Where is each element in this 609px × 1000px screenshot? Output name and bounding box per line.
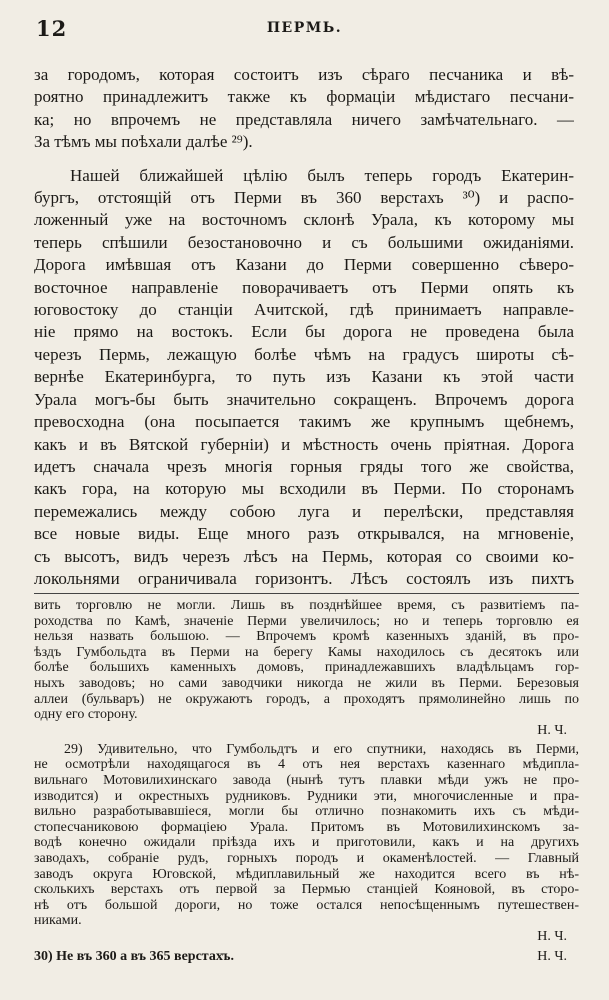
text-line: вернѣе Екатеринбурга, то путь изъ Казани къ этой части: [34, 367, 574, 387]
footnote-line: аллеи (бульваръ) не окружаютъ городъ, а проходятъ прямолинейно лишь по: [34, 691, 579, 707]
footnote-signature: Н. Ч.: [537, 928, 567, 944]
footnote-line: водѣ конечно ожидали пріѣзда ихъ и приготовили, какъ и на другихъ: [34, 835, 579, 851]
text-line: юговостоку до станціи Ачитской, гдѣ принимаетъ направле-: [34, 300, 574, 320]
footnote-line: вить торговлю не могли. Лишь въ позднѣйшее время, съ развитіемъ па-: [34, 598, 579, 613]
text-line: ложенный уже на восточномъ склонѣ Урала, къ которому мы: [34, 210, 574, 230]
footnote-divider: [34, 593, 579, 594]
footnote-continued: [34, 598, 579, 739]
paragraph: [34, 165, 574, 591]
text-line: съ высотъ, видъ черезъ лѣсъ на Пермь, которая со своими ко-: [34, 546, 574, 566]
footnote-line: одну его сторону.: [34, 707, 138, 723]
text-line: ка; но впрочемъ не представляла ничего замѣчательнаго. —: [34, 109, 574, 129]
footnote-line: не осмотрѣли находящагося въ 4 отъ нея верстахъ казеннаго мѣдипла-: [34, 757, 579, 773]
footnote-line: нельзя назвать большою. — Впрочемъ кромѣ казенныхъ зданій, въ про-: [34, 629, 579, 645]
text-line: черезъ Пермь, лежащую болѣе чѣмъ на градусъ широты сѣ-: [34, 344, 574, 364]
running-head: ПЕРМЬ.: [266, 20, 343, 36]
text-line: какъ гора, на которую мы всходили въ Перми. По сторонамъ: [34, 479, 574, 499]
text-line: Урала могъ-бы быть значительно сокращенъ. Впрочемъ дорога: [34, 389, 574, 409]
text-line: все новые виды. Еще много разъ открывался, на мгновеніе,: [34, 524, 574, 544]
text-line: какъ и въ Вятской губерніи) и мѣстность очень пріятная. Дорога: [34, 434, 574, 454]
footnote-line: нѣ отъ большой дороги, но тоже остался непосѣщеннымъ путешествен-: [34, 897, 579, 913]
footnote-signature: Н. Ч.: [537, 722, 567, 738]
footnote-line: заводъ округа Юговской, мѣдиплавильный же находится всего въ нѣ-: [34, 866, 579, 882]
footnote-line: стопесчаниковою формаціею Урала. Притомъ въ Мотовилихинскомъ за-: [34, 819, 579, 835]
text-line: ніе прямо на востокъ. Если бы дорога не проведена была: [34, 322, 574, 342]
footnote-line: ѣздъ Гумбольдта въ Перми на берегу Камы находилось съ десятокъ или: [34, 644, 579, 660]
footnote-29: [34, 742, 579, 945]
text-line: превосходна (она посыпается такимъ же крупнымъ щебнемъ,: [34, 412, 574, 432]
footnote-line: болѣе большихъ каменныхъ домовъ, принадлежавшихъ владѣльцамъ гор-: [34, 660, 579, 676]
footnote-line: 29) Удивительно, что Гумбольдтъ и его спутники, находясь въ Перми,: [64, 741, 579, 757]
footnote-line: заводахъ, собраніе рудъ, горныхъ породъ и окаменѣлостей. — Главный: [34, 850, 579, 866]
main-text: [34, 64, 574, 590]
footnote-line: никами.: [34, 913, 82, 929]
footnote-line: ныхъ заводовъ; но сами заводчики никогда не жили въ Перми. Березовыя: [34, 675, 579, 691]
paragraph: [34, 64, 574, 154]
footnote-line: изводится) и окрестныхъ рудниковъ. Рудники эти, многочисленные и пра-: [34, 788, 579, 804]
text-line: локольнями ограничивала горизонтъ. Лѣсъ состоялъ изъ пихтъ: [34, 568, 574, 588]
footnote-line: вильнаго Мотовилихинскаго завода (нынѣ тутъ плавки мѣди ужъ не про-: [34, 772, 579, 788]
footnote-line: сколькихъ верстахъ отъ первой за Пермью станціей Кояновой, въ сторо-: [34, 882, 579, 898]
text-line: роятно принадлежитъ также къ формаціи мѣдистаго песчани-: [34, 87, 574, 107]
text-line: перемежались между собою луга и перелѣски, представляя: [34, 501, 574, 521]
text-line: за городомъ, которая состоитъ изъ сѣраго песчаника и вѣ-: [34, 65, 574, 84]
page-header: [0, 16, 609, 42]
footnote-signature: Н. Ч.: [537, 948, 567, 964]
text-line: восточное направленіе поворачиваетъ отъ Перми опять къ: [34, 277, 574, 297]
text-line: идетъ сначала чрезъ многія горныя гряды того же свойства,: [34, 456, 574, 476]
footnote-line: роходства по Камѣ, значеніе Перми увеличилось; но и теперь торговлю ея: [34, 613, 579, 629]
page-number: 12: [36, 16, 68, 41]
footnotes: [34, 598, 579, 967]
footnote-line: вильно разработывавшіеся, могли бы отлично познакомить ихъ съ мѣди-: [34, 804, 579, 820]
footnote-text: 30) Не въ 360 а въ 365 верстахъ.: [34, 948, 234, 964]
text-line: Нашей ближайшей цѣлію былъ теперь городъ Екатерин-: [70, 165, 574, 185]
text-line: Дорога имѣвшая отъ Казани до Перми совершенно сѣверо-: [34, 255, 574, 275]
footnote-30: [34, 947, 579, 967]
text-line: За тѣмъ мы поѣхали далѣе ²⁹).: [34, 132, 253, 152]
text-line: теперь спѣшили безостановочно и съ большими ожиданіями.: [34, 232, 574, 252]
text-line: бургъ, отстоящій отъ Перми въ 360 верстахъ ³⁰) и распо-: [34, 188, 574, 208]
